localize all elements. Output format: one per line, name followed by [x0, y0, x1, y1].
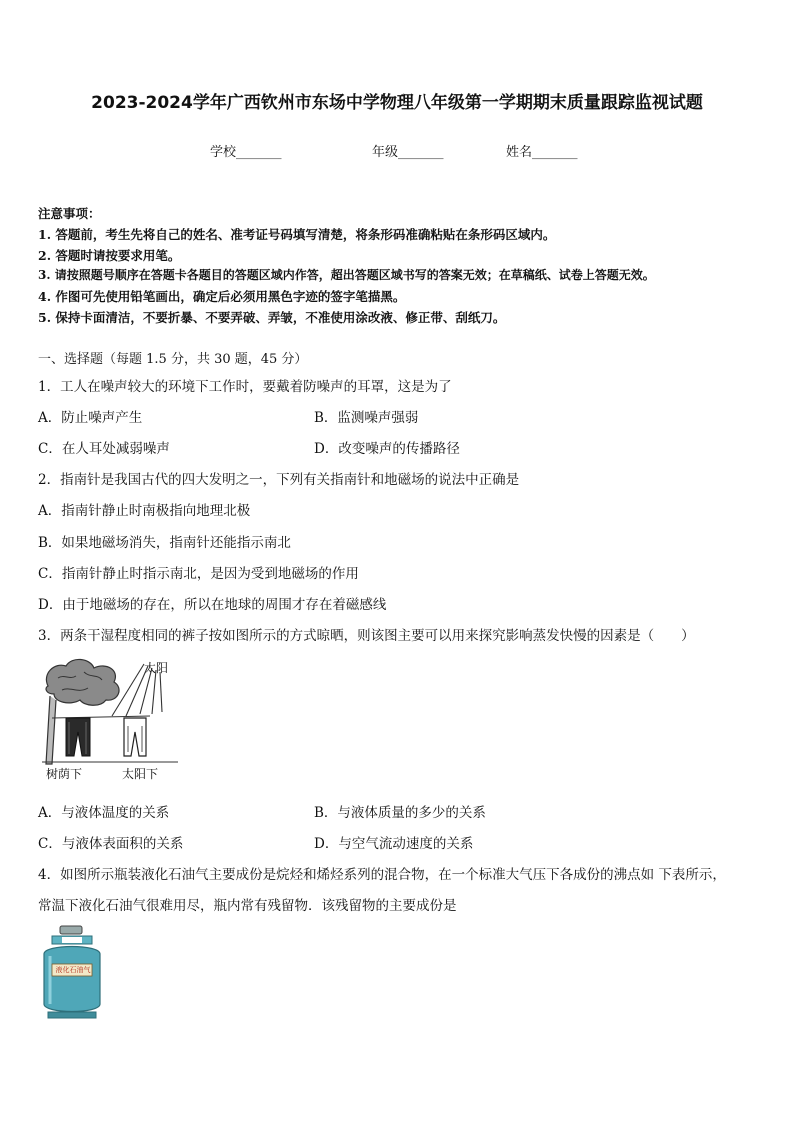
q1-option-b: B．监测噪声强弱: [314, 410, 419, 426]
tank-base: [48, 1012, 96, 1018]
q1-stem: 1．工人在噪声较大的环境下工作时，要戴着防噪声的耳罩，这是为了: [38, 379, 452, 395]
q3-option-c: C．与液体表面积的关系: [38, 836, 184, 852]
exam-title: 2023-2024学年广西钦州市东场中学物理八年级第一学期期末质量跟踪监视试题: [91, 93, 703, 113]
note-item: 4. 作图可先使用铅笔画出，确定后必须用黑色字迹的签字笔描黑。: [38, 289, 406, 304]
q3-option-b: B．与液体质量的多少的关系: [314, 805, 486, 821]
q3-stem: 3．两条干湿程度相同的裤子按如图所示的方式晾晒，则该图主要可以用来探究影响蒸发快慢的因素是（ ）: [38, 628, 695, 644]
shade-label: 树荫下: [46, 767, 83, 781]
q2-option-d: D．由于地磁场的存在，所以在地球的周围才存在着磁感线: [38, 597, 387, 613]
sun-label: 太阳: [144, 661, 169, 675]
tree-trunk: [46, 696, 56, 764]
q1-option-a: A．防止噪声产生: [38, 410, 143, 426]
q1-option-d: D．改变噪声的传播路径: [314, 441, 460, 457]
q2-option-c: C．指南针静止时指示南北，是因为受到地磁场的作用: [38, 566, 359, 582]
tank-valve: [60, 926, 82, 934]
q4-figure: [36, 924, 108, 1020]
note-item: 2. 答题时请按要求用笔。: [38, 248, 181, 263]
q4-stem-line2: 常温下液化石油气很难用尽，瓶内常有残留物．该残留物的主要成份是: [38, 898, 457, 914]
pants-in-sun: [124, 718, 146, 756]
tank-body: [44, 947, 100, 1012]
sun-side-label: 太阳下: [122, 767, 159, 781]
tank-handle-hole: [62, 937, 82, 943]
note-item: 5. 保持卡面清洁，不要折暴、不要弄破、弄皱，不准使用涂改液、修正带、刮纸刀。: [38, 310, 506, 325]
q3-option-a: A．与液体温度的关系: [38, 805, 170, 821]
q2-stem: 2．指南针是我国古代的四大发明之一，下列有关指南针和地磁场的说法中正确是: [38, 472, 520, 488]
name-field: 姓名_______: [506, 145, 578, 160]
section-heading: 一、选择题（每题 1.5 分，共 30 题，45 分）: [38, 352, 308, 367]
pants-in-shade: [66, 718, 90, 756]
tree-canopy: [46, 659, 119, 705]
q2-option-a: A．指南针静止时南极指向地理北极: [38, 503, 251, 519]
q1-option-c: C．在人耳处减弱噪声: [38, 441, 170, 457]
tank-label-text: 液化石油气: [55, 966, 91, 974]
q2-option-b: B．如果地磁场消失，指南针还能指示南北: [38, 535, 291, 551]
q4-stem-line1: 4．如图所示瓶装液化石油气主要成份是烷烃和烯烃系列的混合物，在一个标准大气压下各成份的沸点如 下表所示，: [38, 867, 726, 883]
note-item: 3. 请按照题号顺序在答题卡各题目的答题区域内作答，超出答题区域书写的答案无效；在草稿纸、试卷上答题无效。: [38, 268, 655, 282]
school-field: 学校_______: [210, 145, 282, 160]
grade-field: 年级_______: [372, 145, 444, 160]
notes-heading: 注意事项：: [38, 206, 101, 221]
q3-figure: [40, 656, 180, 784]
note-item: 1. 答题前，考生先将自己的姓名、准考证号码填写清楚，将条形码准确粘贴在条形码区域内。: [38, 227, 556, 242]
q3-option-d: D．与空气流动速度的关系: [314, 836, 474, 852]
